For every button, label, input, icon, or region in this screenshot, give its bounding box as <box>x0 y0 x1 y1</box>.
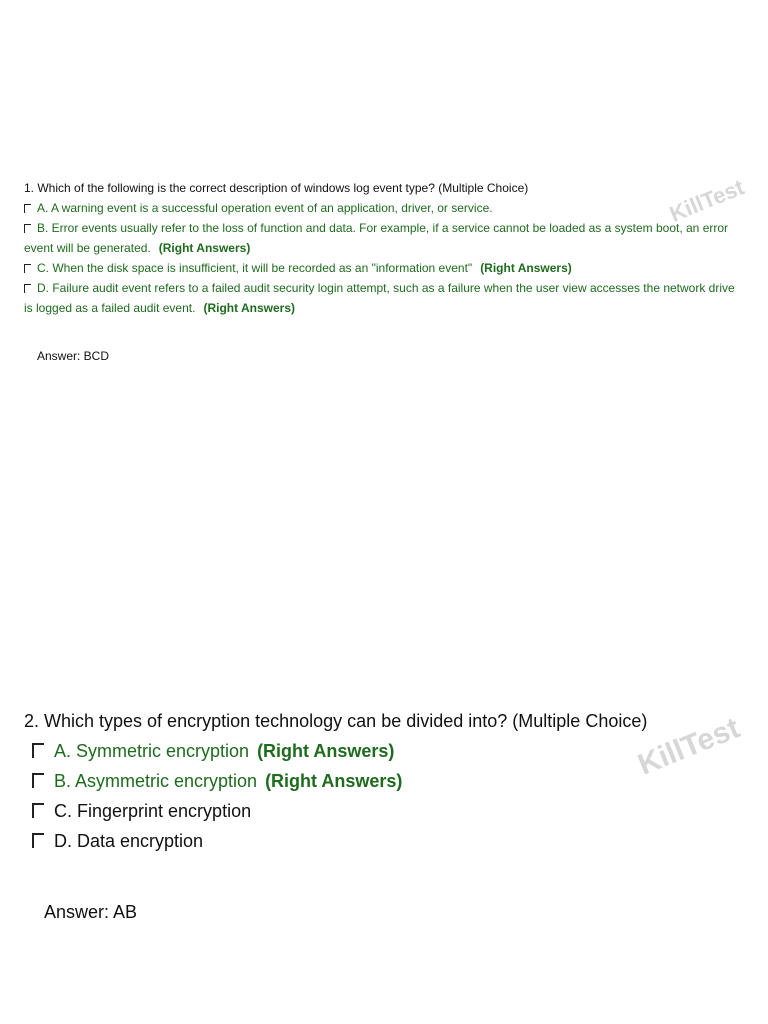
option-text: D. Data encryption <box>54 831 204 851</box>
option-text: B. Error events usually refer to the loss of function and data. For example, if a service cannot be loaded as a system boot, an error event will be generated. <box>24 221 729 255</box>
right-answer-label: (Right Answers) <box>158 241 251 255</box>
right-answer-label: (Right Answers) <box>265 771 403 791</box>
option-c[interactable] <box>24 258 740 278</box>
watermark: KillTest <box>633 711 745 782</box>
option-text: A. Symmetric encryption <box>54 741 250 761</box>
watermark: KillTest <box>665 174 748 227</box>
checkbox-icon[interactable] <box>24 284 31 293</box>
option-a[interactable] <box>24 736 740 766</box>
question-1 <box>24 178 740 318</box>
option-c[interactable] <box>24 796 740 826</box>
answer-text: Answer: BCD <box>37 349 110 363</box>
question-stem: 1. Which of the following is the correct description of windows log event type? (Multiple Choice) <box>24 181 529 195</box>
right-answer-label: (Right Answers) <box>203 301 296 315</box>
option-text: A. A warning event is a successful operation event of an application, driver, or service. <box>37 201 493 215</box>
option-text: D. Failure audit event refers to a failed audit security login attempt, such as a failure when the user view accesses the network drive is logged as a failed audit event. <box>24 281 735 315</box>
question-stem: 2. Which types of encryption technology can be divided into? (Multiple Choice) <box>24 711 648 731</box>
checkbox-icon[interactable] <box>24 264 31 273</box>
checkbox-icon[interactable] <box>32 743 44 758</box>
option-text: C. When the disk space is insufficient, it will be recorded as an "information event" <box>37 261 473 275</box>
checkbox-icon[interactable] <box>32 833 44 848</box>
option-text: B. Asymmetric encryption <box>54 771 258 791</box>
answer-text: Answer: AB <box>44 902 138 922</box>
option-b[interactable] <box>24 766 740 796</box>
option-d[interactable] <box>24 278 740 318</box>
option-text: C. Fingerprint encryption <box>54 801 252 821</box>
option-a[interactable] <box>24 198 740 218</box>
question-2 <box>24 706 740 856</box>
checkbox-icon[interactable] <box>32 773 44 788</box>
right-answer-label: (Right Answers) <box>480 261 572 275</box>
option-b[interactable] <box>24 218 740 258</box>
right-answer-label: (Right Answers) <box>257 741 395 761</box>
option-d[interactable] <box>24 826 740 856</box>
checkbox-icon[interactable] <box>24 204 31 213</box>
checkbox-icon[interactable] <box>32 803 44 818</box>
checkbox-icon[interactable] <box>24 224 31 233</box>
